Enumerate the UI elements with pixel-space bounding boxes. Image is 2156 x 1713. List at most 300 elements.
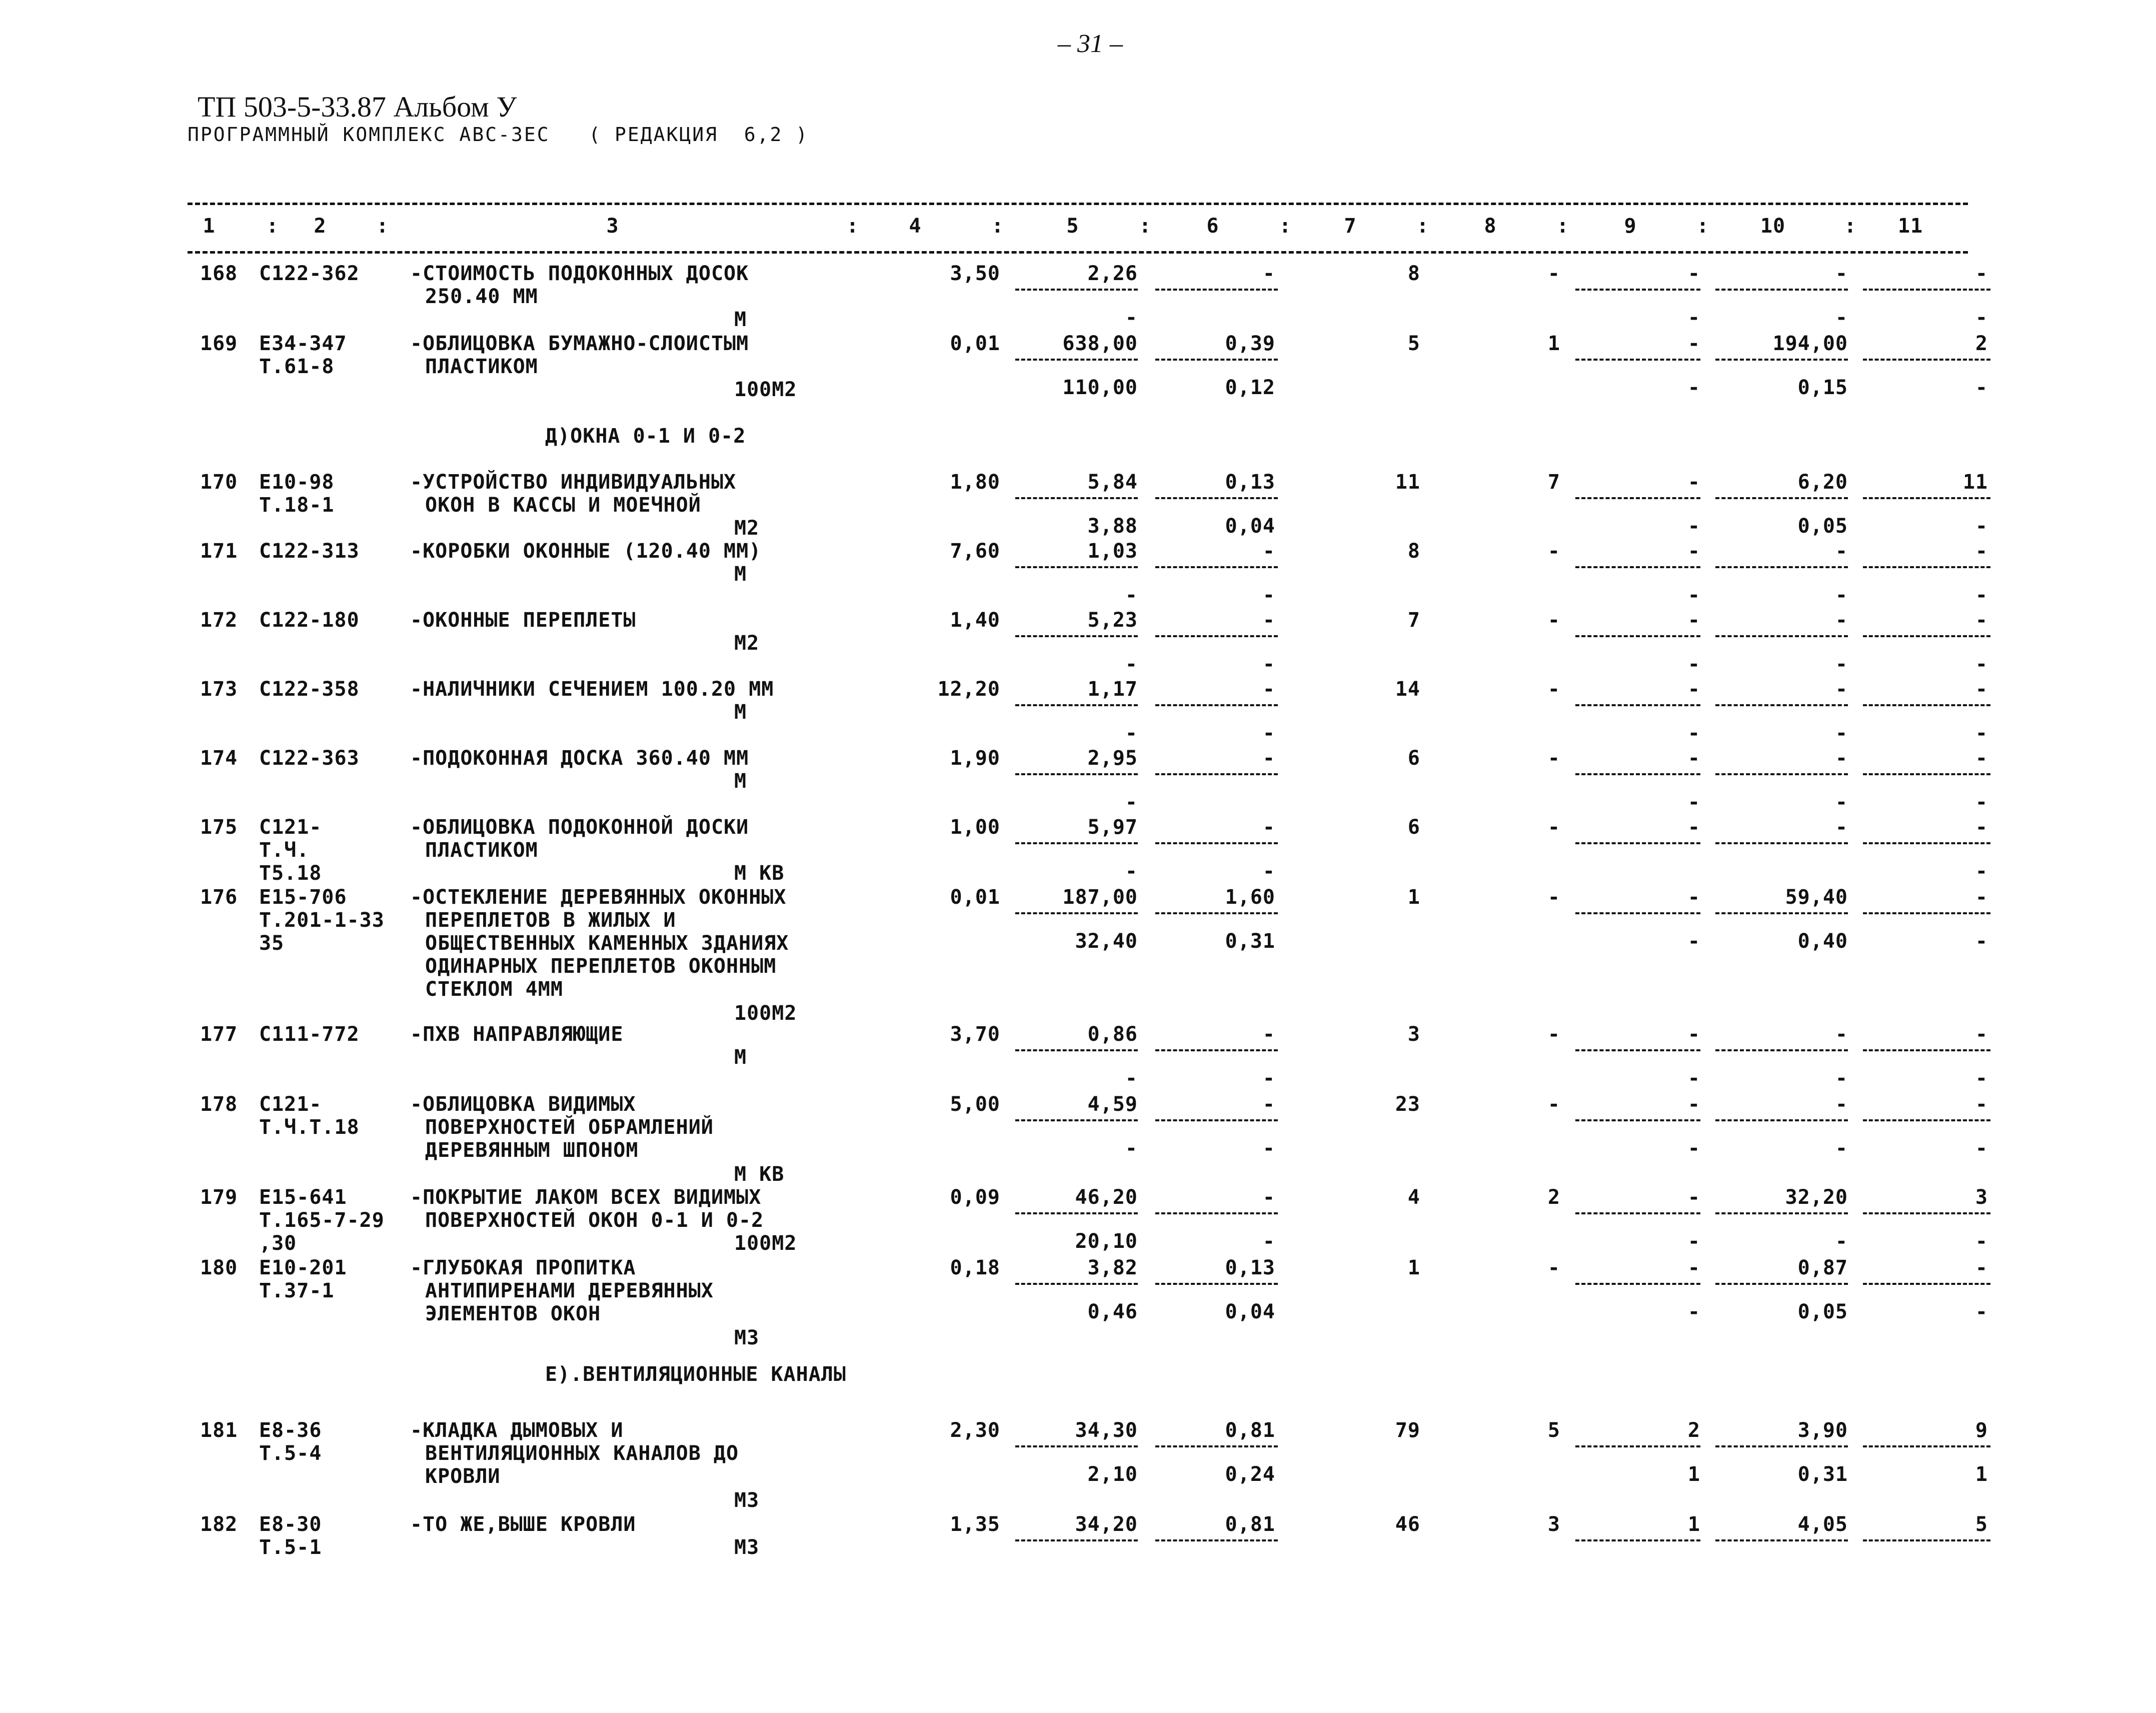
row-col10-bottom: - bbox=[1835, 1137, 1848, 1160]
row-col5-top: 34,20 bbox=[1075, 1513, 1138, 1536]
row-col6-top: - bbox=[1262, 1093, 1275, 1116]
row-unit: М КВ bbox=[734, 862, 785, 885]
row-col10-bottom: 0,40 bbox=[1797, 930, 1848, 953]
row-col11-top: 3 bbox=[1975, 1186, 1988, 1209]
row-col8: - bbox=[1547, 1256, 1560, 1279]
column-header-sep: : bbox=[846, 215, 859, 238]
row-code-line: Т.201-1-33 bbox=[259, 909, 385, 932]
row-rule-col10 bbox=[1715, 1283, 1848, 1285]
column-header-sep: : bbox=[1844, 215, 1857, 238]
row-code-line: 35 bbox=[259, 932, 285, 955]
row-rule-col11 bbox=[1863, 1049, 1990, 1051]
row-col6-top: 0,39 bbox=[1225, 332, 1275, 355]
row-col9-top: - bbox=[1687, 886, 1700, 909]
row-number: 178 bbox=[200, 1093, 238, 1116]
row-rule-col9 bbox=[1575, 1283, 1700, 1285]
row-rule-col10 bbox=[1715, 566, 1848, 568]
row-col9-top: 1 bbox=[1687, 1513, 1700, 1536]
row-col7: 6 bbox=[1407, 747, 1420, 770]
row-col5-bottom: 2,10 bbox=[1087, 1463, 1138, 1486]
row-rule-col9 bbox=[1575, 1212, 1700, 1214]
row-col9-bottom: - bbox=[1687, 791, 1700, 814]
row-number: 174 bbox=[200, 747, 238, 770]
row-rule-col6 bbox=[1155, 635, 1278, 637]
row-rule-col6 bbox=[1155, 1445, 1278, 1447]
row-number: 171 bbox=[200, 540, 238, 563]
row-rule-col9 bbox=[1575, 635, 1700, 637]
row-col9-bottom: - bbox=[1687, 722, 1700, 745]
row-rule-col5 bbox=[1015, 635, 1138, 637]
row-code-line: С122-362 bbox=[259, 262, 360, 285]
row-rule-col6 bbox=[1155, 912, 1278, 914]
row-rule-col9 bbox=[1575, 1119, 1700, 1121]
row-rule-col11 bbox=[1863, 566, 1990, 568]
row-rule-col10 bbox=[1715, 912, 1848, 914]
row-col7: 8 bbox=[1407, 262, 1420, 285]
row-rule-col9 bbox=[1575, 497, 1700, 499]
row-col4: 1,00 bbox=[950, 816, 1000, 839]
row-col7: 23 bbox=[1395, 1093, 1420, 1116]
row-col11-top: - bbox=[1975, 609, 1988, 632]
row-rule-col10 bbox=[1715, 497, 1848, 499]
row-rule-col10 bbox=[1715, 1445, 1848, 1447]
page-number: – 31 – bbox=[1058, 30, 1123, 58]
column-header-sep: : bbox=[376, 215, 389, 238]
row-col7: 6 bbox=[1407, 816, 1420, 839]
row-col6-bottom: 0,31 bbox=[1225, 930, 1275, 953]
row-col6-bottom: 0,04 bbox=[1225, 515, 1275, 538]
row-rule-col6 bbox=[1155, 704, 1278, 706]
program-line: ПРОГРАММНЫЙ КОМПЛЕКС АВС-3ЕС ( РЕДАКЦИЯ 6,2 ) bbox=[188, 124, 809, 146]
row-rule-col5 bbox=[1015, 773, 1138, 775]
row-rule-col6 bbox=[1155, 1539, 1278, 1541]
row-col11-bottom: - bbox=[1975, 1230, 1988, 1253]
row-col5-bottom: - bbox=[1125, 722, 1138, 745]
row-col8: 3 bbox=[1547, 1513, 1560, 1536]
column-header-sep: : bbox=[991, 215, 1004, 238]
row-code-line: Т.Ч.Т.18 bbox=[259, 1116, 360, 1139]
row-col5-bottom: 20,10 bbox=[1075, 1230, 1138, 1253]
row-col6-bottom: - bbox=[1262, 584, 1275, 607]
row-col10-top: 32,20 bbox=[1785, 1186, 1848, 1209]
row-col7: 79 bbox=[1395, 1419, 1420, 1442]
row-col6-top: - bbox=[1262, 1023, 1275, 1046]
column-header-sep: : bbox=[1696, 215, 1709, 238]
album-title: ТП 503-5-33.87 Альбом У bbox=[198, 91, 517, 123]
row-rule-col5 bbox=[1015, 566, 1138, 568]
row-col11-bottom: - bbox=[1975, 1067, 1988, 1090]
row-col10-bottom: 0,15 bbox=[1797, 376, 1848, 399]
row-col8: - bbox=[1547, 816, 1560, 839]
row-description-line: -ОБЛИЦОВКА ПОДОКОННОЙ ДОСКИ bbox=[410, 816, 749, 839]
row-col5-top: 1,17 bbox=[1087, 678, 1138, 701]
row-col7: 3 bbox=[1407, 1023, 1420, 1046]
row-col10-top: - bbox=[1835, 747, 1848, 770]
row-code-line: Е10-98 bbox=[259, 471, 335, 494]
row-col6-top: 0,13 bbox=[1225, 1256, 1275, 1279]
row-col5-bottom: 32,40 bbox=[1075, 930, 1138, 953]
row-description-line: -ОКОННЫЕ ПЕРЕПЛЕТЫ bbox=[410, 609, 636, 632]
row-col9-top: - bbox=[1687, 262, 1700, 285]
row-col7: 8 bbox=[1407, 540, 1420, 563]
row-rule-col5 bbox=[1015, 289, 1138, 291]
row-rule-col9 bbox=[1575, 842, 1700, 844]
row-col8: 7 bbox=[1547, 471, 1560, 494]
row-description-line: -КЛАДКА ДЫМОВЫХ И bbox=[410, 1419, 624, 1442]
row-rule-col11 bbox=[1863, 497, 1990, 499]
row-col11-bottom: - bbox=[1975, 584, 1988, 607]
row-rule-col5 bbox=[1015, 1539, 1138, 1541]
row-col8: - bbox=[1547, 1023, 1560, 1046]
row-description-line: -ПОДОКОННАЯ ДОСКА 360.40 ММ bbox=[410, 747, 749, 770]
row-unit: М bbox=[734, 308, 747, 331]
row-rule-col9 bbox=[1575, 1539, 1700, 1541]
row-col7: 4 bbox=[1407, 1186, 1420, 1209]
row-rule-col10 bbox=[1715, 1539, 1848, 1541]
column-header-4: 4 bbox=[909, 215, 922, 238]
row-col9-bottom: - bbox=[1687, 1300, 1700, 1323]
row-rule-col6 bbox=[1155, 1212, 1278, 1214]
row-description-line: СТЕКЛОМ 4ММ bbox=[425, 978, 563, 1001]
row-col5-top: 0,86 bbox=[1087, 1023, 1138, 1046]
row-description-line: -ГЛУБОКАЯ ПРОПИТКА bbox=[410, 1256, 636, 1279]
row-col9-top: - bbox=[1687, 471, 1700, 494]
row-col5-top: 638,00 bbox=[1062, 332, 1138, 355]
row-unit: М3 bbox=[734, 1489, 760, 1512]
row-col6-bottom: - bbox=[1262, 722, 1275, 745]
row-unit: М3 bbox=[734, 1536, 760, 1559]
row-code-line: С122-313 bbox=[259, 540, 360, 563]
row-col10-top: - bbox=[1835, 609, 1848, 632]
row-col8: 1 bbox=[1547, 332, 1560, 355]
row-col10-top: - bbox=[1835, 262, 1848, 285]
row-rule-col5 bbox=[1015, 704, 1138, 706]
row-col6-top: - bbox=[1262, 540, 1275, 563]
row-code-line: Т.18-1 bbox=[259, 494, 335, 517]
column-header-11: 11 bbox=[1897, 215, 1923, 238]
row-code-line: С122-363 bbox=[259, 747, 360, 770]
row-col5-bottom: 0,46 bbox=[1087, 1300, 1138, 1323]
row-col11-top: - bbox=[1975, 262, 1988, 285]
row-col4: 0,01 bbox=[950, 886, 1000, 909]
row-unit: М bbox=[734, 701, 747, 724]
row-description-line: ОКОН В КАССЫ И МОЕЧНОЙ bbox=[425, 494, 701, 517]
row-rule-col9 bbox=[1575, 1049, 1700, 1051]
section-heading-e: Е).ВЕНТИЛЯЦИОННЫЕ КАНАЛЫ bbox=[545, 1363, 846, 1386]
row-col10-bottom: - bbox=[1835, 584, 1848, 607]
row-rule-col10 bbox=[1715, 1212, 1848, 1214]
row-col10-top: - bbox=[1835, 1023, 1848, 1046]
row-col4: 0,18 bbox=[950, 1256, 1000, 1279]
column-header-sep: : bbox=[1556, 215, 1569, 238]
row-description-line: ОДИНАРНЫХ ПЕРЕПЛЕТОВ ОКОННЫМ bbox=[425, 955, 777, 978]
row-col4: 1,35 bbox=[950, 1513, 1000, 1536]
row-rule-col10 bbox=[1715, 704, 1848, 706]
row-code-line: Е10-201 bbox=[259, 1256, 347, 1279]
row-description-line: -ОСТЕКЛЕНИЕ ДЕРЕВЯННЫХ ОКОННЫХ bbox=[410, 886, 787, 909]
row-description-line: 250.40 ММ bbox=[425, 285, 538, 308]
row-number: 175 bbox=[200, 816, 238, 839]
row-col6-top: - bbox=[1262, 262, 1275, 285]
row-col6-bottom: - bbox=[1262, 1137, 1275, 1160]
row-unit: М bbox=[734, 563, 747, 586]
row-unit: М3 bbox=[734, 1326, 760, 1349]
column-header-7: 7 bbox=[1344, 215, 1357, 238]
row-col11-top: - bbox=[1975, 1093, 1988, 1116]
row-col11-bottom: - bbox=[1975, 306, 1988, 329]
row-col5-top: 1,03 bbox=[1087, 540, 1138, 563]
row-col5-bottom: - bbox=[1125, 860, 1138, 883]
row-code-line: Т.165-7-29 bbox=[259, 1209, 385, 1232]
row-col6-top: - bbox=[1262, 1186, 1275, 1209]
row-description-line: -ТО ЖЕ,ВЫШЕ КРОВЛИ bbox=[410, 1513, 636, 1536]
row-col10-bottom: - bbox=[1835, 722, 1848, 745]
row-col8: - bbox=[1547, 540, 1560, 563]
row-col11-bottom: - bbox=[1975, 1137, 1988, 1160]
row-col9-top: - bbox=[1687, 540, 1700, 563]
row-col5-bottom: - bbox=[1125, 653, 1138, 676]
row-number: 180 bbox=[200, 1256, 238, 1279]
row-col9-bottom: - bbox=[1687, 515, 1700, 538]
row-col11-bottom: 1 bbox=[1975, 1463, 1988, 1486]
row-code-line: Т.61-8 bbox=[259, 355, 335, 378]
column-header-sep: : bbox=[266, 215, 279, 238]
row-col10-top: 6,20 bbox=[1797, 471, 1848, 494]
row-col11-top: - bbox=[1975, 1256, 1988, 1279]
row-col9-bottom: 1 bbox=[1687, 1463, 1700, 1486]
row-col10-bottom: - bbox=[1835, 1067, 1848, 1090]
row-description-line: -КОРОБКИ ОКОННЫЕ (120.40 ММ) bbox=[410, 540, 762, 563]
row-col7: 7 bbox=[1407, 609, 1420, 632]
column-header-2: 2 bbox=[314, 215, 327, 238]
row-unit: 100М2 bbox=[734, 378, 797, 401]
row-col10-top: 3,90 bbox=[1797, 1419, 1848, 1442]
row-description-line: -ПХВ НАПРАВЛЯЮЩИЕ bbox=[410, 1023, 624, 1046]
row-number: 169 bbox=[200, 332, 238, 355]
row-number: 172 bbox=[200, 609, 238, 632]
row-col11-top: - bbox=[1975, 816, 1988, 839]
row-col5-top: 34,30 bbox=[1075, 1419, 1138, 1442]
row-col8: 2 bbox=[1547, 1186, 1560, 1209]
row-code-line: С121- bbox=[259, 816, 322, 839]
row-rule-col5 bbox=[1015, 842, 1138, 844]
row-description-line: КРОВЛИ bbox=[425, 1465, 501, 1488]
row-col11-bottom: - bbox=[1975, 930, 1988, 953]
row-rule-col11 bbox=[1863, 1445, 1990, 1447]
row-col8: - bbox=[1547, 678, 1560, 701]
row-col7: 11 bbox=[1395, 471, 1420, 494]
row-col10-bottom: - bbox=[1835, 306, 1848, 329]
row-col9-bottom: - bbox=[1687, 376, 1700, 399]
row-col11-bottom: - bbox=[1975, 860, 1988, 883]
row-col11-top: - bbox=[1975, 747, 1988, 770]
row-code-line: Е8-30 bbox=[259, 1513, 322, 1536]
row-rule-col6 bbox=[1155, 1283, 1278, 1285]
row-col10-bottom: - bbox=[1835, 791, 1848, 814]
row-col11-top: 9 bbox=[1975, 1419, 1988, 1442]
row-rule-col6 bbox=[1155, 1049, 1278, 1051]
column-header-9: 9 bbox=[1624, 215, 1637, 238]
row-rule-col9 bbox=[1575, 359, 1700, 361]
row-col9-top: - bbox=[1687, 1093, 1700, 1116]
row-col10-top: 194,00 bbox=[1772, 332, 1848, 355]
row-unit: М bbox=[734, 1046, 747, 1069]
row-col6-top: 0,13 bbox=[1225, 471, 1275, 494]
section-heading-d: Д)ОКНА 0-1 И 0-2 bbox=[545, 425, 746, 448]
column-header-5: 5 bbox=[1066, 215, 1079, 238]
row-col7: 5 bbox=[1407, 332, 1420, 355]
row-col9-top: - bbox=[1687, 816, 1700, 839]
row-description-line: ПЛАСТИКОМ bbox=[425, 839, 538, 862]
row-col5-bottom: - bbox=[1125, 306, 1138, 329]
row-col8: - bbox=[1547, 609, 1560, 632]
row-code-line: Е8-36 bbox=[259, 1419, 322, 1442]
row-col6-bottom: - bbox=[1262, 1067, 1275, 1090]
column-header-1: 1 bbox=[203, 215, 216, 238]
row-col11-bottom: - bbox=[1975, 791, 1988, 814]
row-rule-col6 bbox=[1155, 842, 1278, 844]
column-header-6: 6 bbox=[1206, 215, 1219, 238]
row-col8: - bbox=[1547, 262, 1560, 285]
row-rule-col10 bbox=[1715, 773, 1848, 775]
row-col8: 5 bbox=[1547, 1419, 1560, 1442]
row-col11-bottom: - bbox=[1975, 515, 1988, 538]
row-rule-col5 bbox=[1015, 1119, 1138, 1121]
row-code-line: Т.5-4 bbox=[259, 1442, 322, 1465]
row-col6-top: 0,81 bbox=[1225, 1513, 1275, 1536]
column-header-sep: : bbox=[1416, 215, 1429, 238]
row-col6-top: - bbox=[1262, 747, 1275, 770]
row-col4: 2,30 bbox=[950, 1419, 1000, 1442]
row-description-line: -СТОИМОСТЬ ПОДОКОННЫХ ДОСОК bbox=[410, 262, 749, 285]
row-col7: 14 bbox=[1395, 678, 1420, 701]
header-bottom-rule bbox=[188, 251, 1968, 254]
row-code-line: Т.37-1 bbox=[259, 1279, 335, 1302]
row-col11-top: 5 bbox=[1975, 1513, 1988, 1536]
row-col10-top: - bbox=[1835, 1093, 1848, 1116]
row-rule-col10 bbox=[1715, 359, 1848, 361]
row-code-line: Т.5-1 bbox=[259, 1536, 322, 1559]
row-col6-top: - bbox=[1262, 609, 1275, 632]
column-header-sep: : bbox=[1279, 215, 1292, 238]
row-rule-col11 bbox=[1863, 1212, 1990, 1214]
row-rule-col11 bbox=[1863, 773, 1990, 775]
row-col11-top: 2 bbox=[1975, 332, 1988, 355]
row-col5-top: 5,97 bbox=[1087, 816, 1138, 839]
row-col9-top: - bbox=[1687, 1256, 1700, 1279]
row-col5-top: 2,26 bbox=[1087, 262, 1138, 285]
row-col9-top: 2 bbox=[1687, 1419, 1700, 1442]
row-rule-col6 bbox=[1155, 359, 1278, 361]
row-col10-bottom: 0,05 bbox=[1797, 515, 1848, 538]
row-unit: М bbox=[734, 770, 747, 793]
row-description-line: АНТИПИРЕНАМИ ДЕРЕВЯННЫХ bbox=[425, 1279, 714, 1302]
row-unit: 100М2 bbox=[734, 1002, 797, 1025]
row-number: 173 bbox=[200, 678, 238, 701]
row-code-line: Т.Ч. bbox=[259, 839, 310, 862]
row-col10-bottom: - bbox=[1835, 1230, 1848, 1253]
row-col7: 1 bbox=[1407, 886, 1420, 909]
row-col9-bottom: - bbox=[1687, 1067, 1700, 1090]
row-description-line: ПЛАСТИКОМ bbox=[425, 355, 538, 378]
row-col5-top: 5,84 bbox=[1087, 471, 1138, 494]
row-col4: 7,60 bbox=[950, 540, 1000, 563]
row-col10-top: 59,40 bbox=[1785, 886, 1848, 909]
row-col6-bottom: - bbox=[1262, 860, 1275, 883]
row-col5-top: 3,82 bbox=[1087, 1256, 1138, 1279]
row-col11-top: 11 bbox=[1962, 471, 1988, 494]
row-col6-bottom: - bbox=[1262, 1230, 1275, 1253]
row-code-line: Е15-706 bbox=[259, 886, 347, 909]
row-col11-bottom: - bbox=[1975, 722, 1988, 745]
row-number: 181 bbox=[200, 1419, 238, 1442]
header-top-rule bbox=[188, 203, 1968, 205]
row-col9-bottom: - bbox=[1687, 1137, 1700, 1160]
row-col6-bottom: 0,24 bbox=[1225, 1463, 1275, 1486]
row-number: 182 bbox=[200, 1513, 238, 1536]
row-col6-bottom: 0,12 bbox=[1225, 376, 1275, 399]
row-col11-top: - bbox=[1975, 540, 1988, 563]
column-header-3: 3 bbox=[606, 215, 619, 238]
row-rule-col11 bbox=[1863, 912, 1990, 914]
row-col6-top: 0,81 bbox=[1225, 1419, 1275, 1442]
row-description-line: -ОБЛИЦОВКА ВИДИМЫХ bbox=[410, 1093, 636, 1116]
row-description-line: ДЕРЕВЯННЫМ ШПОНОМ bbox=[425, 1139, 639, 1162]
row-description-line: ОБЩЕСТВЕННЫХ КАМЕННЫХ ЗДАНИЯХ bbox=[425, 932, 789, 955]
row-rule-col10 bbox=[1715, 1049, 1848, 1051]
row-col10-top: 0,87 bbox=[1797, 1256, 1848, 1279]
row-col5-top: 46,20 bbox=[1075, 1186, 1138, 1209]
row-col9-bottom: - bbox=[1687, 584, 1700, 607]
row-rule-col11 bbox=[1863, 635, 1990, 637]
row-description-line: -ПОКРЫТИЕ ЛАКОМ ВСЕХ ВИДИМЫХ bbox=[410, 1186, 762, 1209]
row-number: 177 bbox=[200, 1023, 238, 1046]
row-number: 176 bbox=[200, 886, 238, 909]
row-rule-col5 bbox=[1015, 497, 1138, 499]
row-code-line: С122-358 bbox=[259, 678, 360, 701]
row-rule-col6 bbox=[1155, 773, 1278, 775]
row-description-line: ПОВЕРХНОСТЕЙ ОКОН 0-1 И 0-2 bbox=[425, 1209, 764, 1232]
row-rule-col11 bbox=[1863, 842, 1990, 844]
row-rule-col6 bbox=[1155, 289, 1278, 291]
row-description-line: ВЕНТИЛЯЦИОННЫХ КАНАЛОВ ДО bbox=[425, 1442, 739, 1465]
row-col10-bottom: - bbox=[1835, 653, 1848, 676]
row-rule-col11 bbox=[1863, 1283, 1990, 1285]
row-col5-bottom: - bbox=[1125, 584, 1138, 607]
row-rule-col11 bbox=[1863, 1539, 1990, 1541]
column-header-8: 8 bbox=[1484, 215, 1497, 238]
row-col9-top: - bbox=[1687, 678, 1700, 701]
row-number: 179 bbox=[200, 1186, 238, 1209]
row-col8: - bbox=[1547, 886, 1560, 909]
row-col8: - bbox=[1547, 1093, 1560, 1116]
row-rule-col5 bbox=[1015, 1049, 1138, 1051]
row-col6-top: - bbox=[1262, 678, 1275, 701]
row-col5-bottom: 110,00 bbox=[1062, 376, 1138, 399]
row-code-line: ,30 bbox=[259, 1232, 297, 1255]
row-number: 168 bbox=[200, 262, 238, 285]
row-code-line: С122-180 bbox=[259, 609, 360, 632]
row-col10-bottom: 0,05 bbox=[1797, 1300, 1848, 1323]
row-col7: 46 bbox=[1395, 1513, 1420, 1536]
row-rule-col9 bbox=[1575, 704, 1700, 706]
row-col9-top: - bbox=[1687, 1186, 1700, 1209]
row-code-line: Е15-641 bbox=[259, 1186, 347, 1209]
row-rule-col9 bbox=[1575, 289, 1700, 291]
row-col10-top: - bbox=[1835, 678, 1848, 701]
row-description-line: -УСТРОЙСТВО ИНДИВИДУАЛЬНЫХ bbox=[410, 471, 737, 494]
row-col9-bottom: - bbox=[1687, 1230, 1700, 1253]
